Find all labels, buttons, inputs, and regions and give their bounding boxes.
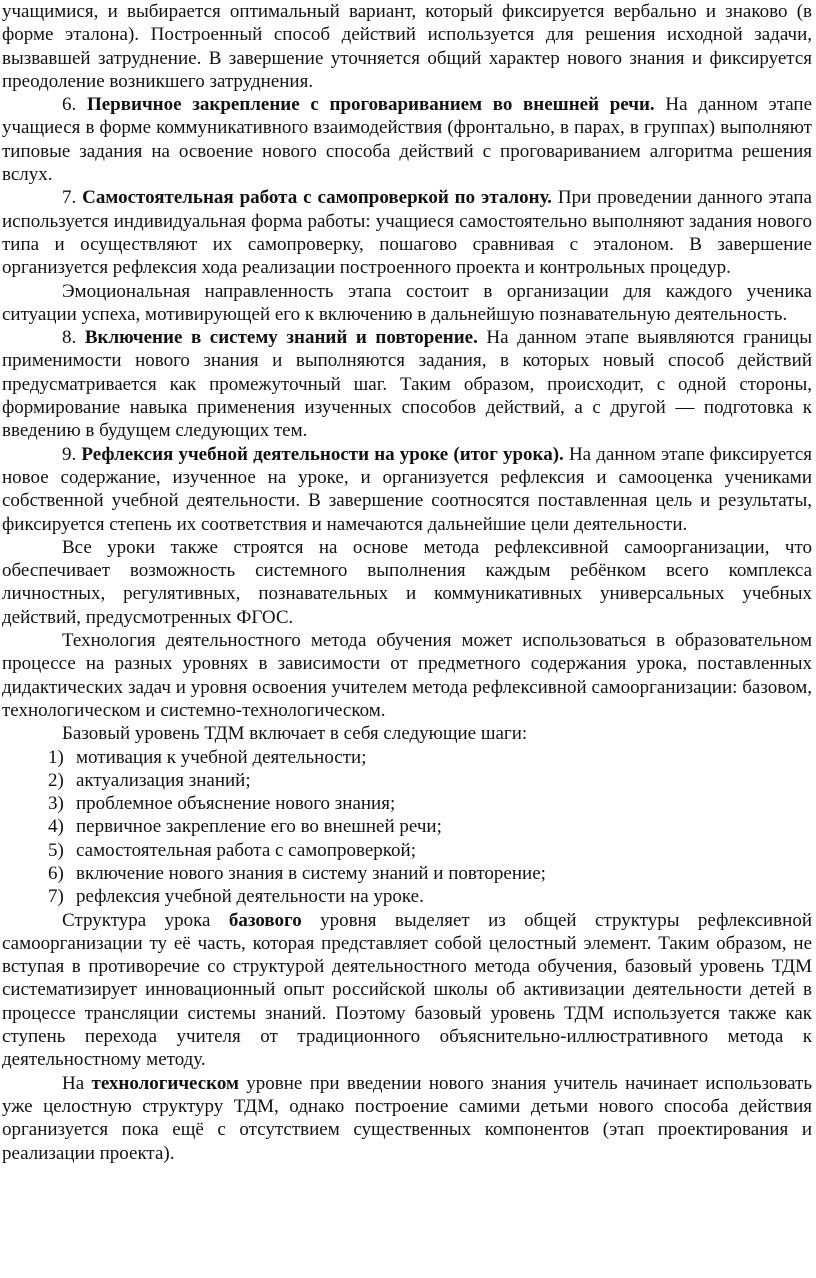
stage-heading: Рефлексия учебной деятельности на уроке (итог урока). (81, 443, 564, 465)
list-item-number: 5) (48, 839, 64, 861)
list-item-text: первичное закрепление его во внешней речи; (76, 816, 442, 838)
stage-heading: Первичное закрепление с проговариванием во внешней речи. (86, 94, 655, 116)
paragraph-technological-level (2, 1072, 812, 1165)
paragraph-text: Все уроки также строятся на основе метода рефлексивной самоорганизации, что обеспечивает возможность системного выполнения каждым ребёнком всего комплекса личностных, регулятивных, познавательных и коммуникативных универсальных учебных действий, предусмотренных ФГОС. (2, 536, 812, 628)
paragraph-stage-7 (2, 186, 812, 279)
list-item-text: включение нового знания в систему знаний и повторение; (76, 862, 546, 884)
steps-list (2, 746, 812, 909)
list-item-text: самостоятельная работа с самопроверкой; (76, 839, 416, 861)
paragraph-structure (2, 909, 812, 1072)
emphasis-technological: технологическом (91, 1072, 239, 1094)
paragraph-text: Структура урока (62, 909, 211, 931)
paragraph-text: Технология деятельностного метода обучения может использоваться в образовательном процессе на разных уровнях в зависимости от предметного содержания урока, поставленных дидактических задач и уровня освоения учителем метода рефлексивной самоорганизации: базовом, технологическом и системно-технологическом. (2, 630, 812, 721)
stage-number: 9. (62, 443, 77, 465)
list-item-number: 4) (48, 816, 64, 838)
emphasis-base: базового (228, 909, 302, 931)
list-item-number: 2) (48, 769, 64, 791)
stage-text: На данном этапе фиксируется новое содержание, изученное на уроке, и организуется рефлексия и самооценка учениками собственной учебной деятельности. В завершение соотносятся поставленная цель и результаты, фиксируется степень их соответствия и намечаются дальнейшие цели деятельности. (2, 443, 813, 535)
list-item (2, 815, 812, 838)
stage-number: 8. (62, 327, 77, 349)
paragraph-text: Базовый уровень ТДМ включает в себя следующие шаги: (62, 723, 528, 745)
list-item (2, 769, 812, 792)
list-item-number: 3) (48, 793, 64, 815)
list-item (2, 746, 812, 769)
list-item-text: актуализация знаний; (76, 769, 251, 791)
paragraph-emotional (2, 280, 812, 327)
list-item (2, 792, 812, 815)
paragraph-text: На (62, 1072, 85, 1094)
stage-text: На данном этапе учащиеся в форме коммуникативного взаимодействия (фронтально, в парах, в группах) выполняют типовые задания на освоение нового способа действий с проговариванием алгоритма решения вслух. (2, 94, 813, 186)
paragraph-technology (2, 629, 812, 722)
paragraph-continuation (2, 0, 812, 93)
paragraph-text: уровня выделяет из общей структуры рефлексивной самоорганизации ту её часть, которая представляет собой целостный элемент. Таким образом, не вступая в противоречие со структурой деятельностного метода обучения, базовый уровень ТДМ систематизирует инновационный опыт российской школы об активизации деятельности детей в процессе трансляции системы знаний. Поэтому базовый уровень ТДМ используется также как ступень перехода учителя от традиционного объяснительно-иллюстративного метода к деятельностному методу. (2, 909, 812, 1071)
paragraph-all-lessons (2, 536, 812, 629)
list-item (2, 839, 812, 862)
stage-number: 6. (62, 94, 77, 116)
paragraph-base-intro (2, 722, 812, 745)
paragraph-text: уровне при введении нового знания учитель начинает использовать уже целостную структуру ТДМ, однако построение самими детьми нового способа действия организуется пока ещё с отсутствием существенных компонентов (этап проектирования и реализации проекта). (2, 1072, 813, 1164)
list-item-text: проблемное объяснение нового знания; (76, 793, 396, 815)
list-item (2, 862, 812, 885)
list-item-number: 6) (48, 862, 64, 884)
stage-heading: Самостоятельная работа с самопроверкой по эталону. (82, 187, 552, 209)
stage-number: 7. (62, 187, 77, 209)
list-item-number: 7) (48, 886, 64, 908)
stage-text: На данном этапе выявляются границы применимости нового знания и выполняются задания, в которых новый способ действий предусматривается как промежуточный шаг. Таким образом, происходит, с одной стороны, формирование навыка применения изученных способов действий, а с другой — подготовка к введению в будущем следующих тем. (2, 327, 812, 442)
paragraph-text: Эмоциональная направленность этапа состоит в организации для каждого ученика ситуации успеха, мотивирующей его к включению в дальнейшую познавательную деятельность. (2, 280, 812, 325)
paragraph-stage-9 (2, 443, 812, 536)
paragraph-stage-6 (2, 93, 812, 186)
stage-text: При проведении данного этапа используется индивидуальная форма работы: учащиеся самостоятельно выполняют задания нового типа и осуществляют их самопроверку, пошагово сравнивая с эталоном. В завершение организуется рефлексия хода реализации построенного проекта и контрольных процедур. (2, 187, 812, 279)
paragraph-stage-8 (2, 326, 812, 442)
list-item-number: 1) (48, 746, 64, 768)
list-item-text: рефлексия учебной деятельности на уроке. (76, 886, 424, 908)
list-item (2, 885, 812, 908)
list-item-text: мотивация к учебной деятельности; (76, 746, 367, 768)
paragraph-text: учащимися, и выбирается оптимальный вариант, который фиксируется вербально и знаково (в форме эталона). Построенный способ действий используется для решения исходной задачи, вызвавшей затруднение. В завершение уточняется общий характер нового знания и фиксируется преодоление возникшего затруднения. (2, 1, 812, 92)
stage-heading: Включение в систему знаний и повторение. (84, 327, 478, 349)
